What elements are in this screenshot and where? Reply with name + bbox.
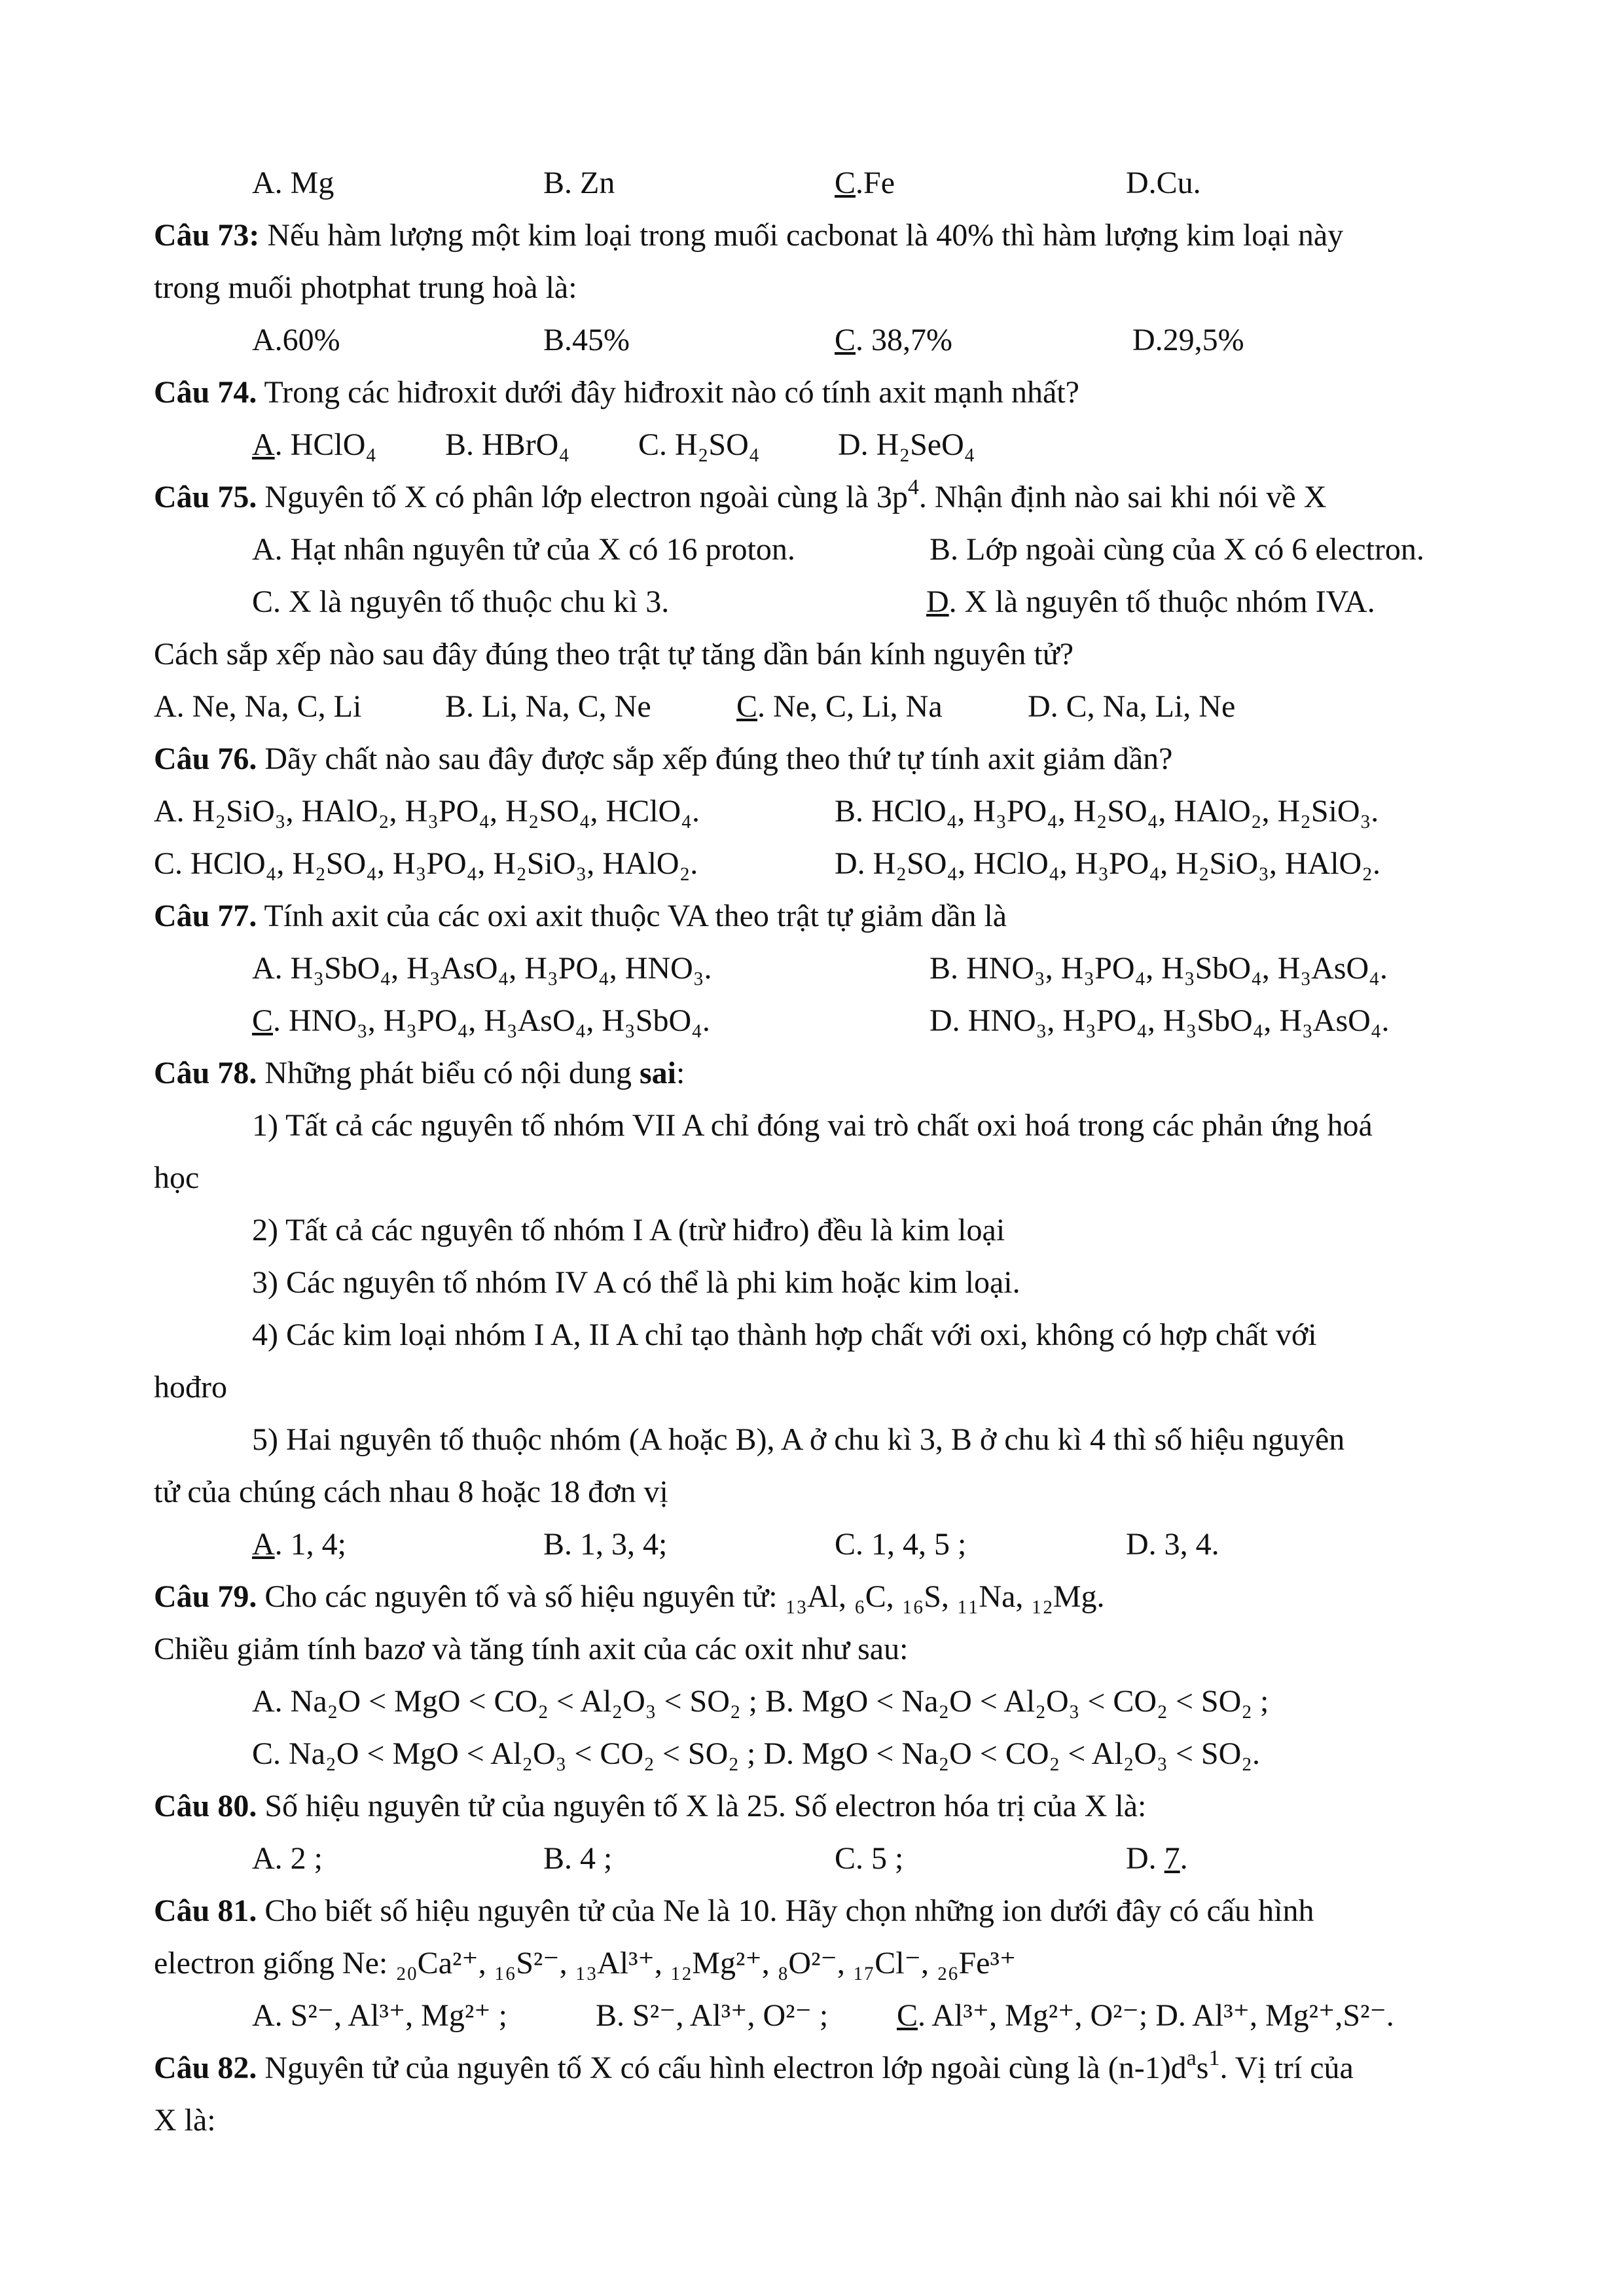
q77-stem [154,897,1007,936]
option-text: . Ne, C, Li, Na [757,689,943,724]
q81-stem-line2: electron giống Ne: ₂₀Ca²⁺, ₁₆S²⁻, ₁₃Al³⁺, ₁₂Mg²⁺, ₈O²⁻, ₁₇Cl⁻, ₂₆Fe³⁺ [154,1946,1017,1981]
question-label: Câu 77. [154,899,257,933]
q77-option-a: A. H₃SbO₄, H₃AsO₄, H₃PO₄, HNO₃. [252,951,712,986]
answer-mark: C [736,689,758,724]
answer-mark: C [835,323,856,357]
question-text-end: : [676,1056,685,1090]
q78-option-b: B. 1, 3, 4; [543,1527,668,1562]
q76-option-a: A. H₂SiO₃, HAlO₂, H₃PO₄, H₂SO₄, HClO₄. [154,794,700,829]
q81-option-b: B. S²⁻, Al³⁺, O²⁻ ; [596,1998,829,2033]
question-text: Cho biết số hiệu nguyên tử của Ne là 10. Hãy chọn những ion dưới đây có cấu hình [257,1893,1314,1928]
q81-options-cd [897,1996,1394,2036]
q74-option-d: D. H₂SeO₄ [838,427,975,462]
q78-statement-1-cont: học [154,1160,200,1195]
q79-stem [154,1577,1105,1617]
option-text: . 1, 4; [274,1527,347,1562]
question-label: Câu 79. [154,1579,257,1614]
q75-option-b: B. Lớp ngoài cùng của X có 6 electron. [929,532,1424,567]
radius-question-stem: Cách sắp xếp nào sau đây đúng theo trật tự tăng dần bán kính nguyên tử? [154,637,1074,672]
question-text: Trong các hiđroxit dưới đây hiđroxit nào có tính axit mạnh nhất? [257,375,1079,410]
q75-option-d [926,583,1375,622]
radius-option-c [736,687,943,726]
q81-option-a: A. S²⁻, Al³⁺, Mg²⁺ ; [252,1998,507,2033]
option-text: . HClO₄ [274,427,377,462]
q73-stem-line2: trong muối photphat trung hoà là: [154,270,577,305]
question-text: Tính axit của các oxi axit thuộc VA theo trật tự giảm dần là [257,899,1007,933]
superscript: 4 [907,475,919,499]
q79-stem-line2: Chiều giảm tính bazơ và tăng tính axit của các oxit như sau: [154,1632,909,1666]
emphasis-word: sai [639,1056,676,1090]
q82-stem [154,2046,1354,2088]
q80-option-d [1126,1839,1188,1878]
question-label: Câu 80. [154,1789,257,1823]
answer-mark: C [835,166,856,200]
question-text: Nếu hàm lượng một kim loại trong muối cacbonat là 40% thì hàm lượng kim loại này [259,218,1344,253]
question-label: Câu 74. [154,375,257,410]
q80-option-a: A. 2 ; [252,1841,323,1876]
question-text-end: . Nhận định nào sai khi nói về X [918,480,1327,514]
question-label: Câu 78. [154,1056,257,1090]
q75-stem [154,475,1327,517]
option-text: . Al³⁺, Mg²⁺, O²⁻; D. Al³⁺, Mg²⁺,S²⁻. [918,1998,1394,2033]
option-text: . HNO₃, H₃PO₄, H₃AsO₄, H₃SbO₄. [273,1003,710,1038]
q82-stem-line2: X là: [154,2103,216,2138]
question-label: Câu 73: [154,218,260,253]
q76-option-c: C. HClO₄, H₂SO₄, H₃PO₄, H₂SiO₃, HAlO₂. [154,846,698,881]
q73-option-a: A.60% [252,323,340,357]
question-text-mid: s [1196,2051,1209,2085]
q81-stem [154,1892,1314,1931]
question-label: Câu 75. [154,480,257,514]
q72-option-c [835,164,895,203]
question-label: Câu 81. [154,1893,257,1928]
q78-statement-4: 4) Các kim loại nhóm I A, II A chỉ tạo thành hợp chất với oxi, không có hợp chất với [252,1318,1317,1352]
q78-statement-2: 2) Tất cả các nguyên tố nhóm I A (trừ hiđro) đều là kim loại [252,1213,1005,1247]
q76-option-d: D. H₂SO₄, HClO₄, H₃PO₄, H₂SiO₃, HAlO₂. [835,846,1380,881]
option-text: .Fe [856,166,895,200]
q77-option-d: D. HNO₃, H₃PO₄, H₃SbO₄, H₃AsO₄. [929,1003,1390,1038]
q72-option-d: D.Cu. [1126,166,1201,200]
answer-mark: C [897,1998,918,2033]
question-text: Số hiệu nguyên tử của nguyên tố X là 25. Số electron hóa trị của X là: [257,1789,1147,1823]
radius-option-d: D. C, Na, Li, Ne [1028,689,1236,724]
q80-option-b: B. 4 ; [543,1841,613,1876]
radius-option-b: B. Li, Na, C, Ne [445,689,651,724]
q78-option-c: C. 1, 4, 5 ; [835,1527,967,1562]
question-text: Nguyên tử của nguyên tố X có cấu hình electron lớp ngoài cùng là (n-1)d [257,2051,1187,2085]
question-label: Câu 82. [154,2051,257,2085]
q79-options-cd: C. Na₂O < MgO < Al₂O₃ < CO₂ < SO₂ ; D. MgO < Na₂O < CO₂ < Al₂O₃ < SO₂. [252,1736,1260,1771]
q74-stem [154,373,1079,412]
option-text: D. [1126,1841,1164,1876]
option-text-end: . [1180,1841,1188,1876]
q73-option-b: B.45% [543,323,630,357]
q74-option-b: B. HBrO₄ [445,427,570,462]
answer-mark: A [252,427,275,462]
q76-stem [154,740,1172,779]
q73-option-d: D.29,5% [1132,323,1244,357]
q77-option-b: B. HNO₃, H₃PO₄, H₃SbO₄, H₃AsO₄. [929,951,1388,986]
q75-option-c: C. X là nguyên tố thuộc chu kì 3. [252,584,670,619]
q74-option-c: C. H₂SO₄ [638,427,760,462]
question-text: Nguyên tố X có phân lớp electron ngoài cùng là 3p [257,480,908,514]
superscript: a [1186,2046,1197,2070]
question-text: Những phát biểu có nội dung [257,1056,640,1090]
q75-option-a: A. Hạt nhân nguyên tử của X có 16 proton. [252,532,795,567]
option-text: . X là nguyên tố thuộc nhóm IVA. [948,584,1375,619]
option-text: . 38,7% [856,323,952,357]
radius-option-a: A. Ne, Na, C, Li [154,689,362,724]
q77-option-c [252,1001,710,1041]
q76-option-b: B. HClO₄, H₃PO₄, H₂SO₄, HAlO₂, H₂SiO₃. [835,794,1379,829]
question-text: Dãy chất nào sau đây được sắp xếp đúng theo thứ tự tính axit giảm dần? [257,742,1173,776]
answer-mark: C [252,1003,274,1038]
answer-mark: A [252,1527,275,1562]
q78-statement-3: 3) Các nguyên tố nhóm IV A có thể là phi kim hoặc kim loại. [252,1265,1020,1300]
q74-option-a [252,425,376,465]
question-text: Cho các nguyên tố và số hiệu nguyên tử: ₁₃Al, ₆C, ₁₆S, ₁₁Na, ₁₂Mg. [257,1579,1105,1614]
q78-statement-5-cont: tử của chúng cách nhau 8 hoặc 18 đơn vị [154,1475,668,1509]
question-text-end: . Vị trí của [1219,2051,1354,2085]
answer-mark: D [926,584,949,619]
q78-statement-4-cont: hođro [154,1370,227,1405]
q78-statement-5: 5) Hai nguyên tố thuộc nhóm (A hoặc B), A ở chu kì 3, B ở chu kì 4 thì số hiệu nguyên [252,1422,1345,1457]
q79-options-ab: A. Na₂O < MgO < CO₂ < Al₂O₃ < SO₂ ; B. MgO < Na₂O < Al₂O₃ < CO₂ < SO₂ ; [252,1684,1269,1719]
q78-option-a [252,1525,346,1564]
q78-stem [154,1054,685,1093]
question-label: Câu 76. [154,742,257,776]
q80-stem [154,1787,1146,1826]
q72-option-b: B. Zn [543,166,615,200]
q78-option-d: D. 3, 4. [1126,1527,1219,1562]
q73-option-c [835,321,952,360]
q72-option-a: A. Mg [252,166,334,200]
q80-option-c: C. 5 ; [835,1841,904,1876]
answer-mark: 7 [1164,1841,1180,1876]
q73-stem [154,216,1343,255]
superscript: 1 [1208,2046,1220,2070]
q78-statement-1: 1) Tất cả các nguyên tố nhóm VII A chỉ đóng vai trò chất oxi hoá trong các phản ứng hoá [252,1108,1373,1143]
